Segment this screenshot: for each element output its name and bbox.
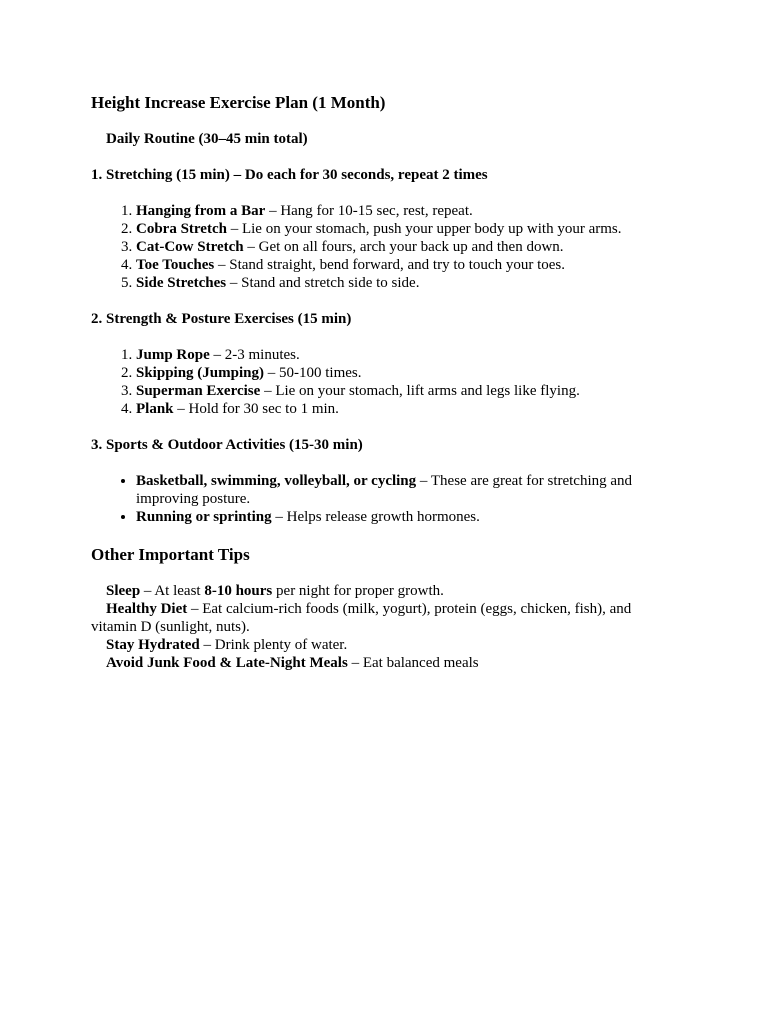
sports-heading: 3. Sports & Outdoor Activities (15-30 min) xyxy=(91,437,363,453)
item-term: Jump Rope xyxy=(136,347,210,363)
tip-desc: – At least xyxy=(140,583,205,599)
tips-block xyxy=(91,582,651,672)
list-item xyxy=(136,472,651,508)
list-item xyxy=(136,508,651,526)
list-item xyxy=(136,382,651,400)
item-desc: – 2-3 minutes. xyxy=(209,347,300,363)
tip-desc: per night for proper growth. xyxy=(272,583,444,599)
document-page xyxy=(91,92,651,672)
item-term: Plank xyxy=(136,401,174,417)
item-desc: – Helps release growth hormones. xyxy=(271,509,480,525)
document-title: Height Increase Exercise Plan (1 Month) xyxy=(91,93,386,112)
item-term: Basketball, swimming, volleyball, or cycling xyxy=(136,473,417,489)
item-desc: – 50-100 times. xyxy=(263,365,362,381)
strength-list xyxy=(91,346,651,418)
tip-diet xyxy=(91,600,651,636)
item-term: Running or sprinting xyxy=(136,509,272,525)
tip-sleep xyxy=(91,582,651,600)
item-term: Cat-Cow Stretch xyxy=(136,239,244,255)
item-desc: – Hang for 10-15 sec, rest, repeat. xyxy=(265,203,473,219)
list-item xyxy=(136,256,651,274)
item-term: Hanging from a Bar xyxy=(136,203,266,219)
item-desc: – Get on all fours, arch your back up and then down. xyxy=(243,239,564,255)
tips-heading: Other Important Tips xyxy=(91,545,250,564)
item-term: Toe Touches xyxy=(136,257,215,273)
tip-hydrate xyxy=(91,636,651,654)
tip-term: Stay Hydrated xyxy=(106,637,200,653)
item-term: Superman Exercise xyxy=(136,383,261,399)
list-item xyxy=(136,202,651,220)
stretching-heading: 1. Stretching (15 min) – Do each for 30 seconds, repeat 2 times xyxy=(91,167,488,183)
tip-desc: – Eat balanced meals xyxy=(347,655,479,671)
item-desc: – Lie on your stomach, lift arms and legs like flying. xyxy=(260,383,580,399)
sports-list xyxy=(91,472,651,526)
list-item xyxy=(136,274,651,292)
item-desc: – Stand and stretch side to side. xyxy=(226,275,420,291)
list-item xyxy=(136,364,651,382)
item-term: Side Stretches xyxy=(136,275,227,291)
stretching-list xyxy=(91,202,651,292)
tip-junk-food xyxy=(91,654,651,672)
item-term: Skipping (Jumping) xyxy=(136,365,264,381)
tip-term: Avoid Junk Food & Late-Night Meals xyxy=(106,655,348,671)
tip-highlight: 8-10 hours xyxy=(204,583,273,599)
list-item xyxy=(136,238,651,256)
list-item xyxy=(136,346,651,364)
list-item xyxy=(136,220,651,238)
tip-desc: – Eat calcium-rich foods (milk, yogurt), protein (eggs, chicken, fish), and vitamin D (sunlight, nuts). xyxy=(91,601,632,635)
item-desc: – Lie on your stomach, push your upper body up with your arms. xyxy=(226,221,622,237)
strength-heading: 2. Strength & Posture Exercises (15 min) xyxy=(91,311,352,327)
list-item xyxy=(136,400,651,418)
tip-term: Sleep xyxy=(106,583,141,599)
daily-routine-subtitle: Daily Routine (30–45 min total) xyxy=(106,131,308,147)
item-desc: – Stand straight, bend forward, and try to touch your toes. xyxy=(214,257,565,273)
item-desc: – These are great for stretching and improving posture. xyxy=(136,473,633,507)
tip-term: Healthy Diet xyxy=(106,601,188,617)
item-desc: – Hold for 30 sec to 1 min. xyxy=(173,401,339,417)
item-term: Cobra Stretch xyxy=(136,221,227,237)
tip-desc: – Drink plenty of water. xyxy=(199,637,348,653)
